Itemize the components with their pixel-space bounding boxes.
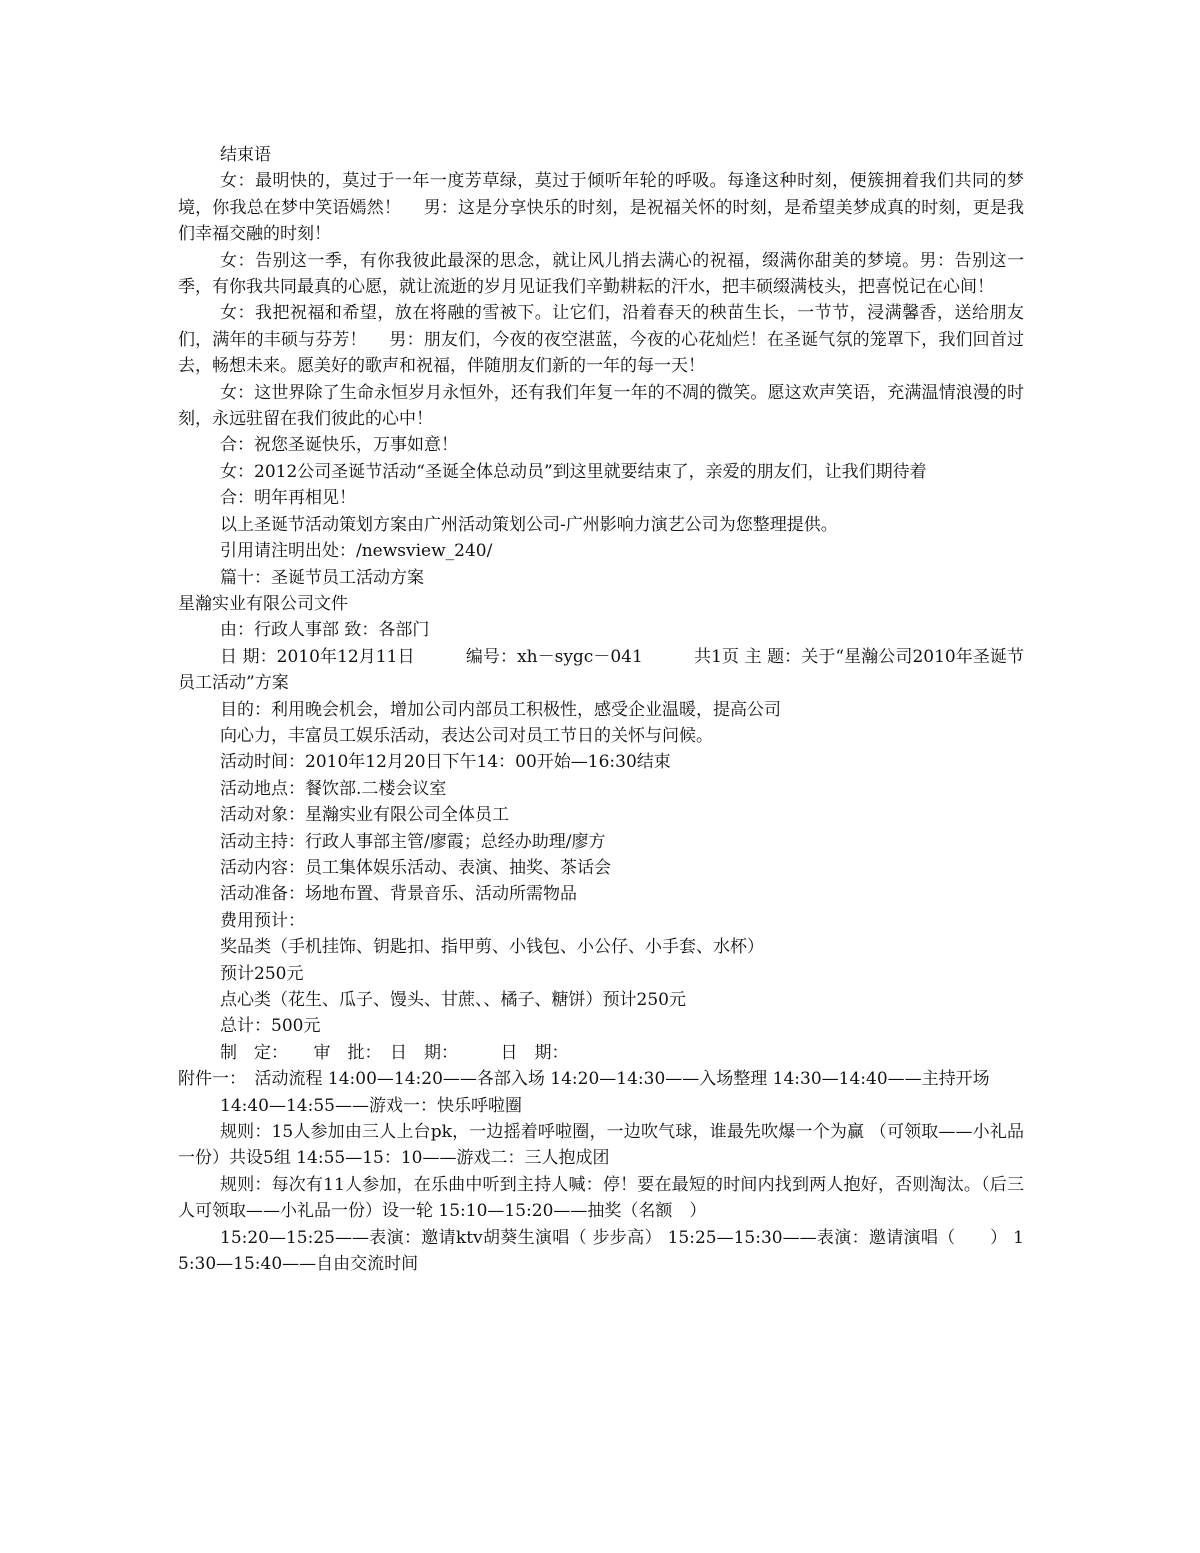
paragraph-6: 合：祝您圣诞快乐，万事如意！	[220, 435, 458, 456]
paragraph-10: 引用请注明出处：/newsview_240/	[220, 541, 493, 562]
paragraph-33: 15:20—15:25——表演：邀请ktv胡葵生演唱（ 步步高） 15:25—15:30——表演：邀请演唱（ ） 15:30—15:40——自由交流时间	[178, 1227, 1024, 1275]
paragraph-16: 向心力，丰富员工娱乐活动，表达公司对员工节日的关怀与问候。	[220, 725, 713, 746]
paragraph-19: 活动对象：星瀚实业有限公司全体员工	[220, 805, 509, 826]
paragraph-8: 合：明年再相见！	[220, 488, 356, 509]
paragraph-3: 女：告别这一季，有你我彼此最深的思念，就让风儿捎去满心的祝福，缀满你甜美的梦境。男：告别这一季，有你我共同最真的心愿，就让流逝的岁月见证我们辛勤耕耘的汗水，把丰硕缀满枝头，把喜悦记在心间！	[178, 250, 1024, 298]
paragraph-26: 点心类（花生、瓜子、馒头、甘蔗、、橘子、糖饼）预计250元	[220, 990, 686, 1010]
paragraph-24: 奖品类（手机挂饰、钥匙扣、指甲剪、小钱包、小公仔、小手套、水杯）	[220, 937, 764, 958]
paragraph-18: 活动地点：餐饮部.二楼会议室	[220, 778, 447, 799]
paragraph-5: 女：这世界除了生命永恒岁月永恒外，还有我们年复一年的不凋的微笑。愿这欢声笑语，充满温情浪漫的时刻，永远驻留在我们彼此的心中！	[178, 382, 1024, 430]
paragraph-32: 规则：每次有11人参加，在乐曲中听到主持人喊：停！要在最短的时间内找到两人抱好，否则淘汰。（后三人可领取——小礼品一份）设一轮 15:10—15:20——抽奖（名额 ）	[178, 1174, 1024, 1222]
paragraph-14: 日 期：2010年12月11日 编号：xh－sygc－041 共1页 主 题：关于“星瀚公司2010年圣诞节员工活动”方案	[178, 646, 1024, 694]
paragraph-22: 活动准备：场地布置、背景音乐、活动所需物品	[220, 884, 577, 905]
paragraph-2: 女：最明快的，莫过于一年一度芳草绿，莫过于倾听年轮的呼吸。每逢这种时刻，便簇拥着我们共同的梦境，你我总在梦中笑语嫣然！ 男：这是分享快乐的时刻，是祝福关怀的时刻，是希望美梦成真的时刻，更是我们幸福交融的时刻！	[178, 171, 1024, 245]
paragraph-7: 女：2012公司圣诞节活动“圣诞全体总动员”到这里就要结束了，亲爱的朋友们，让我们期待着	[220, 461, 927, 482]
paragraph-21: 活动内容：员工集体娱乐活动、表演、抽奖、茶话会	[220, 857, 611, 878]
paragraph-31: 规则：15人参加由三人上台pk，一边摇着呼啦圈，一边吹气球，谁最先吹爆一个为赢 （可领取——小礼品一份）共设5组 14:55—15：10——游戏二：三人抱成团	[178, 1122, 1024, 1169]
paragraph-17: 活动时间：2010年12月20日下午14：00开始—16:30结束	[220, 752, 671, 773]
paragraph-4: 女：我把祝福和希望，放在将融的雪被下。让它们，沿着春天的秧苗生长，一节节，浸满馨香，送给朋友们，满年的丰硕与芬芳！ 男：朋友们，今夜的夜空湛蓝，今夜的心花灿烂！在圣诞气氛的笼罩下，我们回首过去，畅想未来。愿美好的歌声和祝福，伴随朋友们新的一年的每一天！	[178, 303, 1024, 377]
paragraph-29: 附件一： 活动流程 14:00—14:20——各部入场 14:20—14:30——入场整理 14:30—14:40——主持开场	[178, 1069, 990, 1090]
document-page	[178, 142, 1024, 1277]
paragraph-28: 制 定： 审 批： 日 期： 日 期：	[220, 1042, 569, 1063]
paragraph-11: 篇十：圣诞节员工活动方案	[220, 567, 424, 588]
paragraph-9: 以上圣诞节活动策划方案由广州活动策划公司-广州影响力演艺公司为您整理提供。	[220, 514, 838, 535]
paragraph-23: 费用预计：	[220, 910, 305, 931]
paragraph-1: 结束语	[220, 145, 271, 165]
paragraph-27: 总计：500元	[220, 1016, 321, 1037]
paragraph-30: 14:40—14:55——游戏一：快乐呼啦圈	[220, 1095, 522, 1116]
paragraph-15: 目的：利用晚会机会，增加公司内部员工积极性，感受企业温暖，提高公司	[220, 699, 781, 720]
paragraph-20: 活动主持：行政人事部主管/廖霞；总经办助理/廖方	[220, 831, 606, 852]
paragraph-13: 由：行政人事部 致：各部门	[220, 620, 430, 641]
paragraph-12: 星瀚实业有限公司文件	[178, 593, 348, 614]
paragraph-25: 预计250元	[220, 963, 304, 984]
